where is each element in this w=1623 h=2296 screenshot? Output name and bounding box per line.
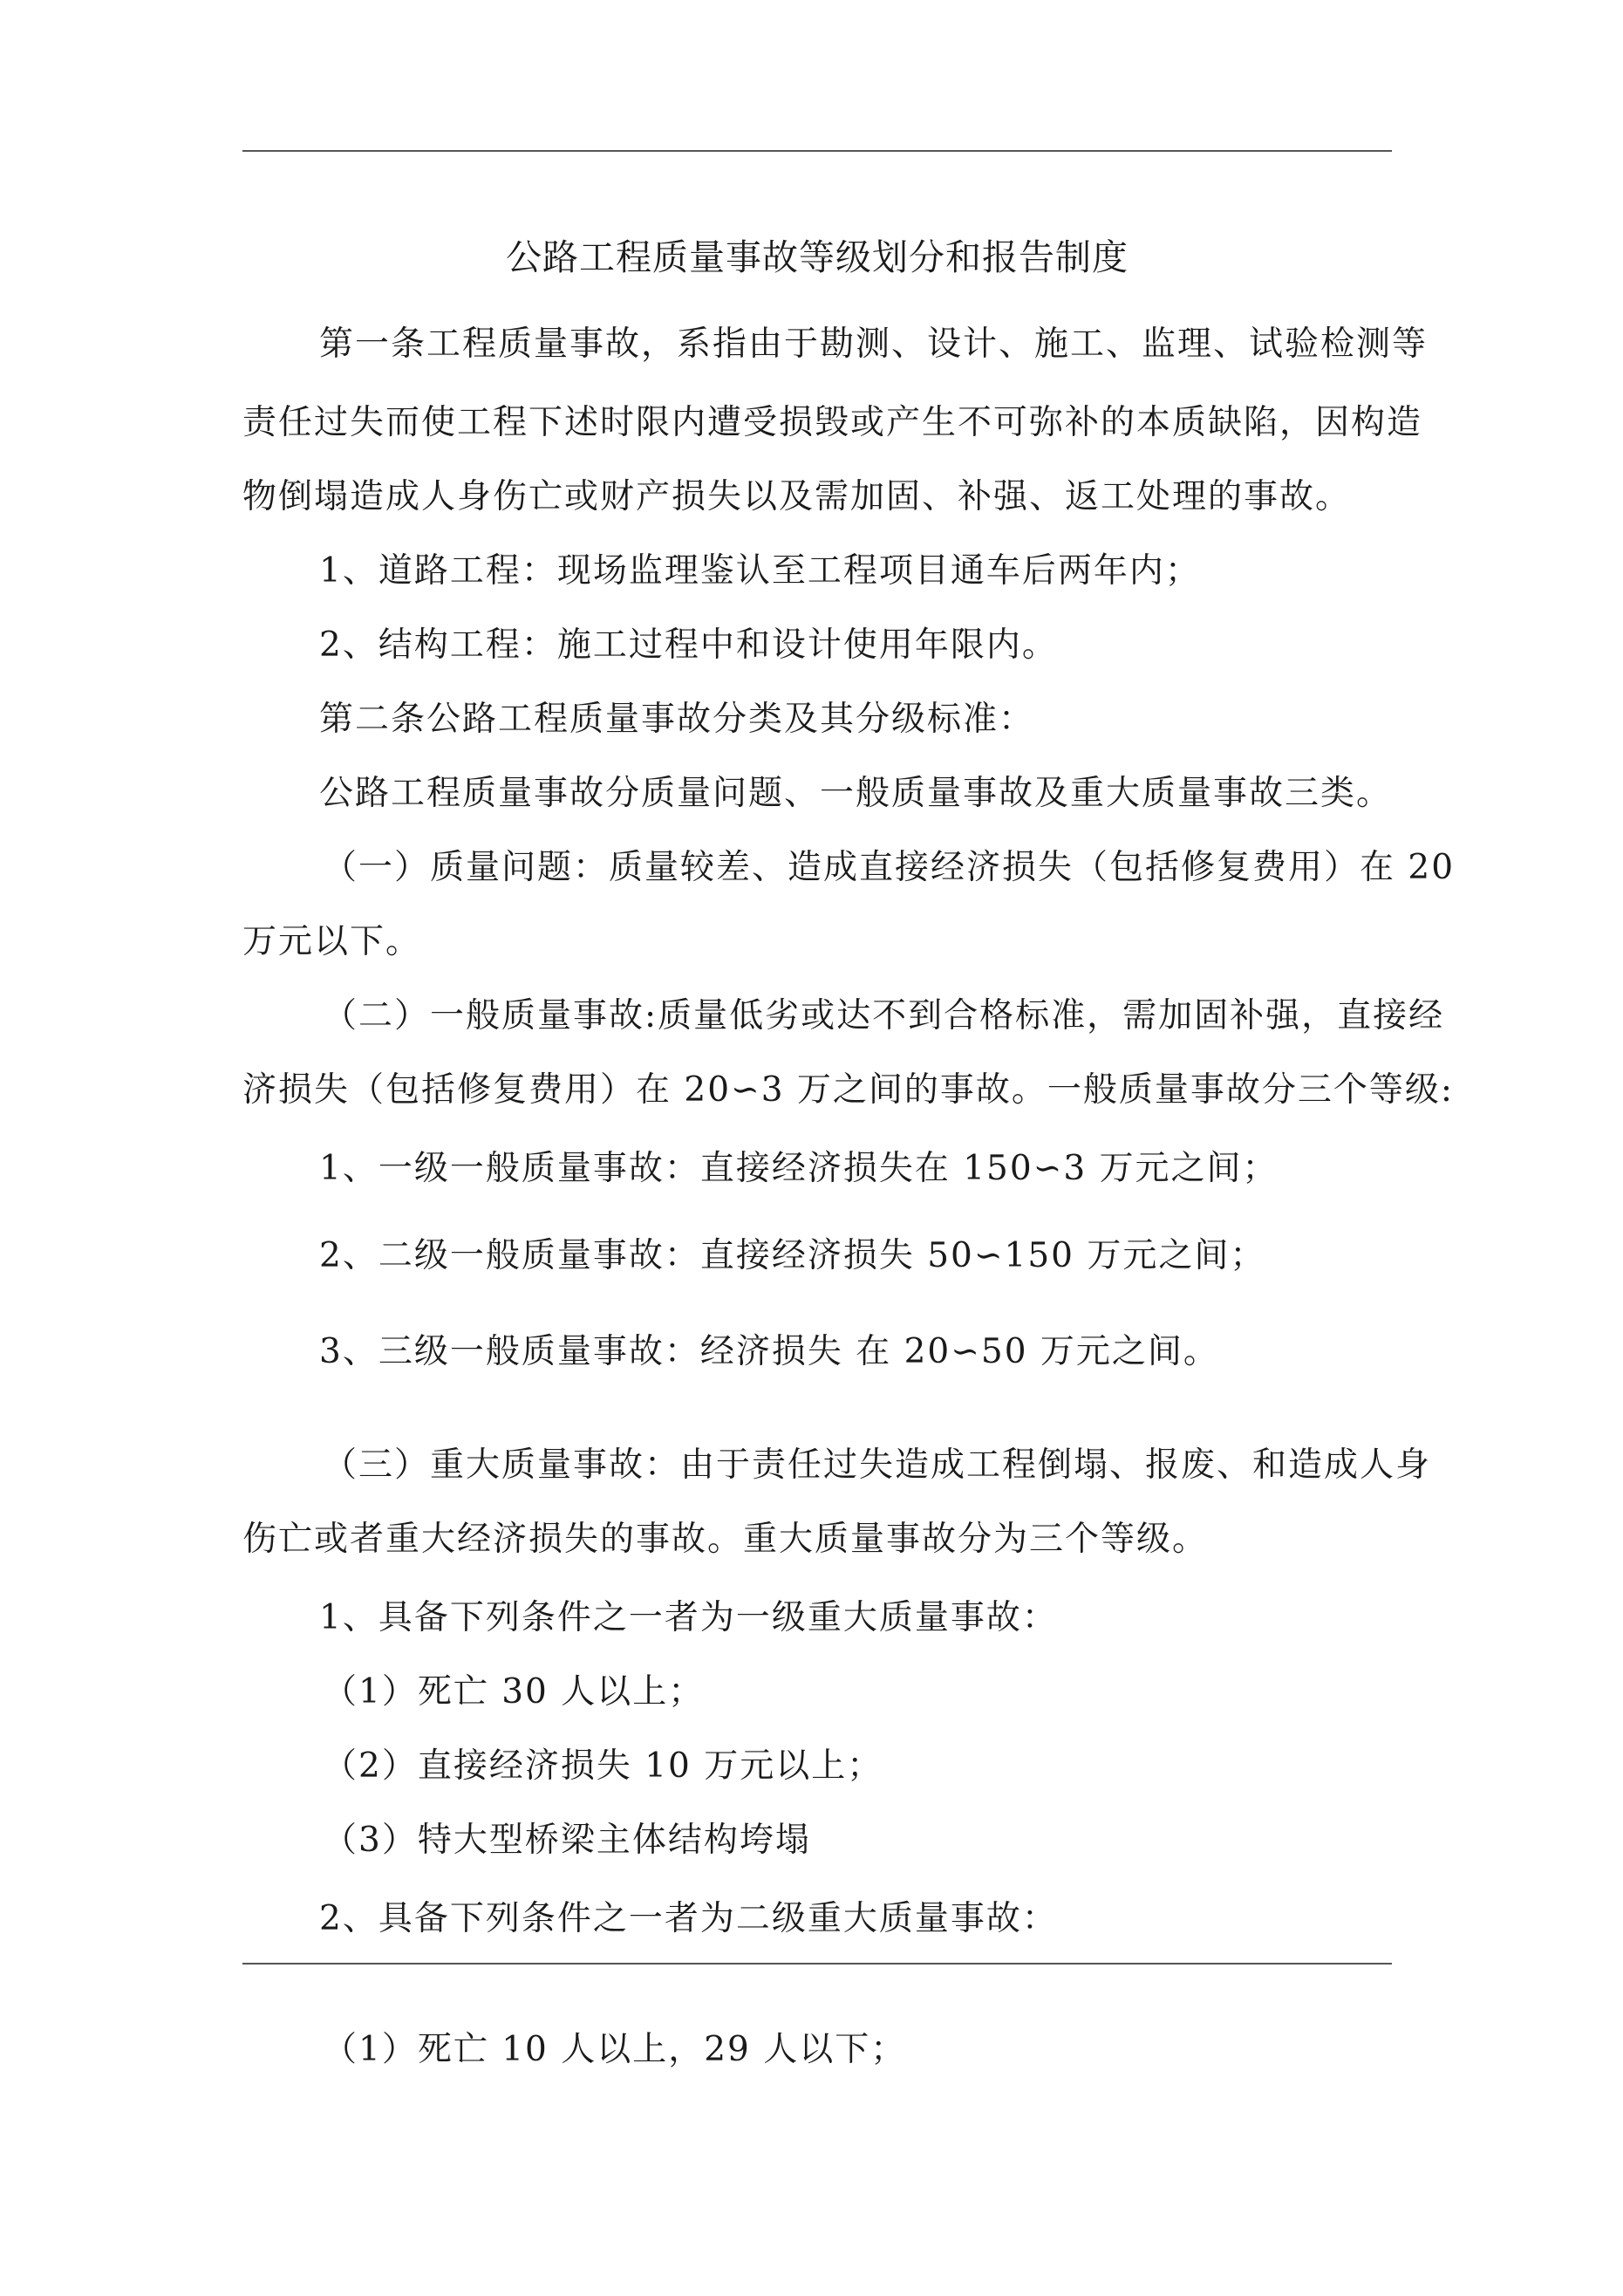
major-level-2-condition-1: （1）死亡 10 人以上，29 人以下； [323, 2030, 907, 2069]
article-2-heading: 第二条公路工程质量事故分类及其分级标准： [319, 700, 1035, 739]
article-1-line-2: 责任过失而使工程下述时限内遭受损毁或产生不可弥补的本质缺陷，因构造 [242, 403, 1423, 442]
quality-issue-line-1: （一）质量问题：质量较差、造成直接经济损失（包括修复费用）在 20 [323, 848, 1456, 887]
general-level-1: 1、一级一般质量事故：直接经济损失在 150∽3 万元之间； [319, 1149, 1279, 1188]
article-1-line-3: 物倒塌造成人身伤亡或财产损失以及需加固、补强、返工处理的事故。 [242, 477, 1352, 516]
header-rule [242, 150, 1392, 152]
major-level-2-heading: 2、具备下列条件之一者为二级重大质量事故： [319, 1899, 1058, 1938]
document-title: 公路工程质量事故等级划分和报告制度 [506, 236, 1129, 278]
structure-works-item: 2、结构工程：施工过程中和设计使用年限内。 [319, 625, 1058, 665]
major-level-1-condition-3: （3）特大型桥梁主体结构垮塌 [323, 1821, 811, 1860]
general-accident-line-1: （二）一般质量事故:质量低劣或达不到合格标准，需加固补强，直接经 [323, 996, 1445, 1035]
general-accident-line-2: 济损失（包括修复费用）在 20∽3 万之间的事故。一般质量事故分三个等级: [242, 1070, 1455, 1110]
classification-sentence: 公路工程质量事故分质量问题、一般质量事故及重大质量事故三类。 [319, 774, 1393, 813]
major-accident-line-1: （三）重大质量事故：由于责任过失造成工程倒塌、报废、和造成人身 [323, 1445, 1432, 1485]
general-level-3: 3、三级一般质量事故：经济损失 在 20∽50 万元之间。 [319, 1332, 1219, 1371]
general-level-2: 2、二级一般质量事故：直接经济损失 50∽150 万元之间； [319, 1236, 1266, 1275]
article-1-line-1: 第一条工程质量事故，系指由于勘测、设计、施工、监理、试验检测等 [319, 325, 1429, 364]
major-level-1-heading: 1、具备下列条件之一者为一级重大质量事故： [319, 1598, 1058, 1637]
road-works-item: 1、道路工程：现场监理鉴认至工程项目通车后两年内； [319, 551, 1201, 591]
quality-issue-line-2: 万元以下。 [242, 922, 422, 961]
page-break-rule [242, 1963, 1392, 1965]
major-level-1-condition-2: （2）直接经济损失 10 万元以上； [323, 1746, 883, 1786]
major-level-1-condition-1: （1）死亡 30 人以上； [323, 1672, 705, 1712]
major-accident-line-2: 伤亡或者重大经济损失的事故。重大质量事故分为三个等级。 [242, 1520, 1209, 1559]
